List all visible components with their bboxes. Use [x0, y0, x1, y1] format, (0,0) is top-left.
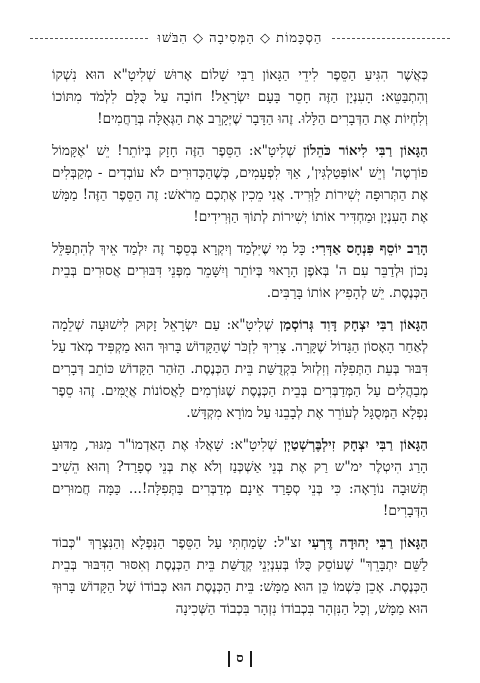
paragraph-text: : כָּל מִי שֶׁיִּלְמַד וְיִקְרָא בְּסֵפֶר זֶה יִלְמַד אֵיךְ לְהִתְפַּלֵּל נָכוֹן וּלְדַבֵּר עִם ה' בְּאֹפֶן הָרָאוּי בְּיוֹתֵר וְיִשָּׁמֵר מִפְּנֵי דִּבּוּרִים אֲסוּרִים בְּבֵית הַכְּנֶסֶת. יֵשׁ לְהָפִיץ אוֹתוֹ בָּרַבִּים. — [52, 241, 428, 301]
rabbi-name: הָרַב יוֹסֵף פִּנְחָס אַדְּרִי — [315, 241, 428, 257]
paragraph-text: שְׁלִיטָ"א: עַם יִשְׂרָאֵל זָקוּק לִישׁוּעָה שְׁלֵמָה לְאַחַר הָאָסוֹן הַגָּדוֹל שֶׁקָּרָה. צָרִיךְ לִזְכֹּר שֶׁהַקָּדוֹשׁ בָּרוּךְ הוּא מַקְפִּיד מְאֹד עַל דִּבּוּר בְּעֵת הַתְּפִלָּה וְזִלְזוּל בִּקְדֻשַּׁת בֵּית הַכְּנֶסֶת. הַזֹּהַר הַקָּדוֹשׁ כּוֹתֵב דְּבָרִים מְבַהֲלִים עַל הַמְּדַבְּרִים בְּבֵית הַכְּנֶסֶת שֶׁגּוֹרְמִים לַאֲסוֹנוֹת אֲיֻמִּים. זֶהוּ סֵפֶר נִפְלָא הַמְּסֻגָּל לְעוֹרֵר אֶת לְבָבֵנוּ עַל מוֹרָא מִקְדָּשׁ. — [52, 317, 428, 421]
rabbi-name: הַגָּאוֹן רַבִּי יִצְחָק זִילְבֶּרְשְׁטַיְן — [283, 437, 429, 453]
paragraph-text: זצ"ל: שָׂמַחְתִּי עַל הַסֵּפֶר הַנִּפְלָא וְהַנִּצְרָךְ "כְּבוֹד לַשֵּׁם יִתְבָּרֵךְ" שֶׁעוֹסֵק כֻּלּוֹ בְּעִנְיְנֵי קְדֻשַּׁת בֵּית הַכְּנֶסֶת וְאִסּוּר הַדִּבּוּר בְּבֵית הַכְּנֶסֶת. אָכֵן כִּשְׁמוֹ כֵּן הוּא מַמָּשׁ: בֵּית הַכְּנֶסֶת הוּא כְּבוֹדוֹ שֶׁל הַקָּדוֹשׁ בָּרוּךְ הוּא מַמָּשׁ, וְכָל הַנִּזְהָר בִּכְבוֹדוֹ נִזְהָר בִּכְבוֹד הַשְּׁכִינָה — [52, 535, 428, 617]
rabbi-name: הַגָּאוֹן רַבִּי לִיאוֹר כֹּהֵלוֹן — [303, 143, 428, 159]
paragraph-text: שְׁלִיטָ"א: שָׁאֲלוּ אֶת הָאַדְמוֹ"ר מִגּוּר, מַדּוּעַ הָרַג הִיטְלֶר ימ"ש רַק אֶת בְּנֵי אַשְׁכְּנַז וְלֹא אֶת בְּנֵי סְפָרַד? וְהוּא הֵשִׁיב תְּשׁוּבָה נוֹרָאָה: כִּי בְּנֵי סְפָרַד אֵינָם מְדַבְּרִים בַּתְּפִלָּה!... כַּמָּה חֲמוּרִים הַדְּבָרִים! — [52, 437, 428, 519]
header-rule-left — [30, 38, 148, 39]
paragraph-text: שְׁלִיטָ"א: הַסֵּפֶר הַזֶּה חָזָק בְּיוֹתֵר! יֵשׁ 'אֶקָּמוֹל פוֹרְטֶה' וְיֵשׁ 'אוֹפְּטַלְגִּין', אַךְ לִפְעָמִים, כְּשֶׁהַכְּדוּרִים לֹא עוֹבְדִים - מְקַבְּלִים אֶת הַתְּרוּפָה יְשִׁירוֹת לַוְּרִיד. אֲנִי מֵכִין אֶתְכֶם מֵרֹאשׁ: זֶה הַסֵּפֶר הַזֶּה! מַמָּשׁ אֶת הָעִנְיָן וּמַחְדִּיר אוֹתוֹ יְשִׁירוֹת לְתוֹךְ הַוְּרִידִים! — [52, 143, 428, 225]
endorsement-paragraph — [52, 140, 428, 228]
rabbi-name: הַגָּאוֹן רַבִּי יִצְחָק דָּוִד גְּרוֹסְמַן — [279, 317, 428, 333]
paragraph-text: כְּאֲשֶׁר הִגִּיעַ הַסֵּפֶר לִידֵי הַגָּאוֹן רַבִּי שָׁלוֹם אָרוּשׁ שְׁלִיטָ"א הוּא נִשְׁקוֹ וְהִתְבַּטֵּא: הָעִנְיָן הַזֶּה חָסֵר בָּעָם יִשְׂרָאֵל! חוֹבָה עַל כֻּלָּם לִלְמֹד מִתּוֹכוֹ וְלִחְיוֹת אֶת הַדְּבָרִים הַלָּלוּ. זֶהוּ הַדָּבָר שֶׁיְּקָרֵב אֶת הַגְּאֻלָּה בְּרַחֲמִים! — [52, 67, 428, 127]
endorsement-paragraph — [52, 238, 428, 304]
running-header — [30, 28, 450, 48]
page-footer — [0, 647, 480, 667]
endorsement-paragraph — [52, 532, 428, 620]
rabbi-name: הַגָּאוֹן רַבִּי יְהוּדָה דֶּרְעִי — [308, 535, 428, 551]
endorsements-text — [52, 64, 428, 630]
header-title: הַסְכָּמוֹת ◇ הַמְּסִיבָה ◇ הִבֹּשׁוּ — [157, 31, 323, 46]
page-number: ס — [228, 651, 251, 667]
endorsement-paragraph — [52, 434, 428, 522]
endorsement-paragraph — [52, 314, 428, 424]
header-rule-right — [332, 38, 450, 39]
endorsement-paragraph — [52, 64, 428, 130]
